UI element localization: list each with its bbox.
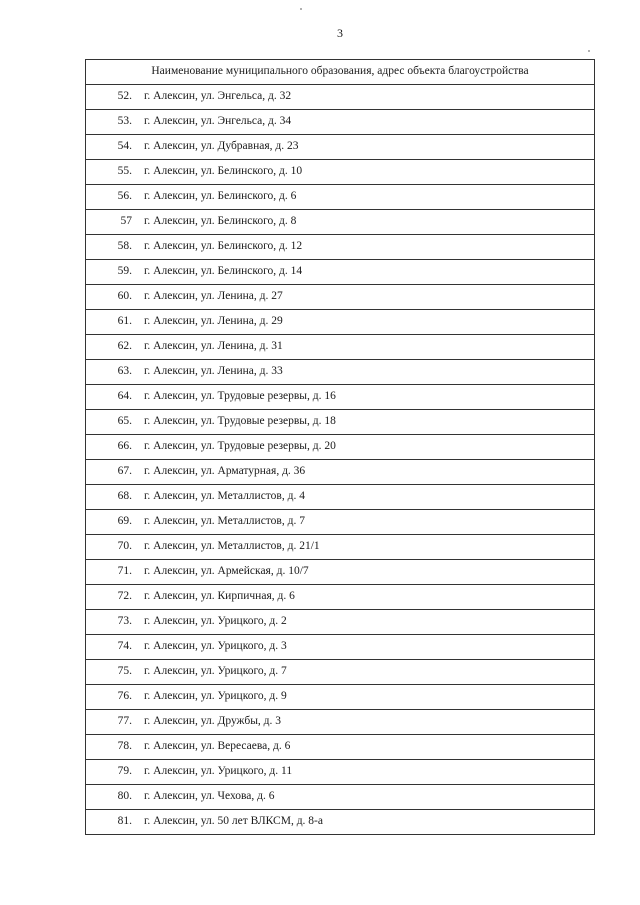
table-row bbox=[86, 785, 595, 810]
row-number: 73. bbox=[117, 615, 132, 628]
row-address: г. Алексин, ул. Арматурная, д. 36 bbox=[144, 465, 306, 478]
row-address: г. Алексин, ул. Трудовые резервы, д. 20 bbox=[144, 440, 336, 453]
table-cell bbox=[86, 760, 595, 785]
table-cell bbox=[86, 635, 595, 660]
row-number: 70. bbox=[117, 540, 132, 553]
table-cell bbox=[86, 185, 595, 210]
row-number: 61. bbox=[117, 315, 132, 328]
address-table bbox=[85, 59, 595, 835]
row-number: 56. bbox=[117, 190, 132, 203]
table-row bbox=[86, 610, 595, 635]
table-row bbox=[86, 560, 595, 585]
row-number: 65. bbox=[117, 415, 132, 428]
row-address: г. Алексин, ул. Белинского, д. 12 bbox=[144, 240, 303, 253]
row-address: г. Алексин, ул. Ленина, д. 29 bbox=[144, 315, 283, 328]
table-cell bbox=[86, 235, 595, 260]
table-row bbox=[86, 460, 595, 485]
table-row bbox=[86, 285, 595, 310]
row-number: 58. bbox=[117, 240, 132, 253]
row-number: 68. bbox=[117, 490, 132, 503]
table-row bbox=[86, 535, 595, 560]
row-number: 53. bbox=[117, 115, 132, 128]
row-number: 72. bbox=[117, 590, 132, 603]
table-header: Наименование муниципального образования, адрес объекта благоустройства bbox=[86, 60, 595, 85]
table-cell bbox=[86, 685, 595, 710]
table-cell bbox=[86, 535, 595, 560]
row-number: 57 bbox=[120, 215, 132, 228]
table-cell bbox=[86, 660, 595, 685]
row-number: 74. bbox=[117, 640, 132, 653]
table-row bbox=[86, 710, 595, 735]
table-row bbox=[86, 685, 595, 710]
row-number: 64. bbox=[117, 390, 132, 403]
row-address: г. Алексин, ул. Металлистов, д. 21/1 bbox=[144, 540, 320, 553]
table-cell bbox=[86, 460, 595, 485]
row-address: г. Алексин, ул. Энгельса, д. 34 bbox=[144, 115, 292, 128]
row-number: 76. bbox=[117, 690, 132, 703]
table-cell bbox=[86, 585, 595, 610]
row-number: 81. bbox=[117, 815, 132, 828]
table-cell bbox=[86, 110, 595, 135]
table-cell bbox=[86, 210, 595, 235]
table-cell bbox=[86, 810, 595, 835]
table-cell bbox=[86, 260, 595, 285]
table-cell bbox=[86, 735, 595, 760]
row-address: г. Алексин, ул. Дубравная, д. 23 bbox=[144, 140, 299, 153]
table-cell bbox=[86, 410, 595, 435]
table-row bbox=[86, 485, 595, 510]
table-row bbox=[86, 310, 595, 335]
row-address: г. Алексин, ул. Урицкого, д. 2 bbox=[144, 615, 287, 628]
row-address: г. Алексин, ул. Дружбы, д. 3 bbox=[144, 715, 282, 728]
row-address: г. Алексин, ул. Вересаева, д. 6 bbox=[144, 740, 291, 753]
row-address: г. Алексин, ул. Ленина, д. 27 bbox=[144, 290, 283, 303]
row-number: 55. bbox=[117, 165, 132, 178]
row-address: г. Алексин, ул. Белинского, д. 10 bbox=[144, 165, 303, 178]
table-cell bbox=[86, 610, 595, 635]
row-address: г. Алексин, ул. Металлистов, д. 4 bbox=[144, 490, 305, 503]
table-row bbox=[86, 260, 595, 285]
row-number: 52. bbox=[117, 90, 132, 103]
row-number: 54. bbox=[117, 140, 132, 153]
row-address: г. Алексин, ул. 50 лет ВЛКСМ, д. 8-а bbox=[144, 815, 323, 828]
table-cell bbox=[86, 560, 595, 585]
table-cell bbox=[86, 485, 595, 510]
row-address: г. Алексин, ул. Трудовые резервы, д. 18 bbox=[144, 415, 336, 428]
row-number: 69. bbox=[117, 515, 132, 528]
table-body bbox=[86, 85, 595, 835]
row-address: г. Алексин, ул. Энгельса, д. 32 bbox=[144, 90, 292, 103]
table-cell bbox=[86, 360, 595, 385]
row-number: 62. bbox=[117, 340, 132, 353]
row-number: 78. bbox=[117, 740, 132, 753]
table-row bbox=[86, 760, 595, 785]
table-cell bbox=[86, 335, 595, 360]
table-row bbox=[86, 660, 595, 685]
row-number: 66. bbox=[117, 440, 132, 453]
row-address: г. Алексин, ул. Урицкого, д. 7 bbox=[144, 665, 287, 678]
table-cell bbox=[86, 710, 595, 735]
row-address: г. Алексин, ул. Ленина, д. 31 bbox=[144, 340, 283, 353]
table-row bbox=[86, 435, 595, 460]
table-cell bbox=[86, 785, 595, 810]
row-address: г. Алексин, ул. Трудовые резервы, д. 16 bbox=[144, 390, 336, 403]
table-row bbox=[86, 510, 595, 535]
table-row bbox=[86, 385, 595, 410]
table-row bbox=[86, 335, 595, 360]
table-cell bbox=[86, 135, 595, 160]
table-row bbox=[86, 360, 595, 385]
row-address: г. Алексин, ул. Армейская, д. 10/7 bbox=[144, 565, 309, 578]
table-row bbox=[86, 235, 595, 260]
row-number: 77. bbox=[117, 715, 132, 728]
table-row bbox=[86, 110, 595, 135]
row-address: г. Алексин, ул. Кирпичная, д. 6 bbox=[144, 590, 295, 603]
table-row bbox=[86, 735, 595, 760]
table-cell bbox=[86, 385, 595, 410]
row-address: г. Алексин, ул. Металлистов, д. 7 bbox=[144, 515, 305, 528]
row-number: 63. bbox=[117, 365, 132, 378]
row-address: г. Алексин, ул. Урицкого, д. 11 bbox=[144, 765, 293, 778]
row-number: 71. bbox=[117, 565, 132, 578]
row-address: г. Алексин, ул. Белинского, д. 8 bbox=[144, 215, 297, 228]
row-address: г. Алексин, ул. Белинского, д. 6 bbox=[144, 190, 297, 203]
table-row bbox=[86, 210, 595, 235]
table-cell bbox=[86, 160, 595, 185]
row-number: 67. bbox=[117, 465, 132, 478]
table-cell bbox=[86, 435, 595, 460]
row-address: г. Алексин, ул. Чехова, д. 6 bbox=[144, 790, 275, 803]
table-row bbox=[86, 810, 595, 835]
table-row bbox=[86, 185, 595, 210]
table-cell bbox=[86, 85, 595, 110]
table-row bbox=[86, 585, 595, 610]
row-address: г. Алексин, ул. Урицкого, д. 3 bbox=[144, 640, 287, 653]
table-row bbox=[86, 410, 595, 435]
row-number: 59. bbox=[117, 265, 132, 278]
row-address: г. Алексин, ул. Урицкого, д. 9 bbox=[144, 690, 287, 703]
row-address: г. Алексин, ул. Белинского, д. 14 bbox=[144, 265, 303, 278]
table-row bbox=[86, 85, 595, 110]
scan-speck bbox=[588, 50, 590, 52]
row-number: 80. bbox=[117, 790, 132, 803]
table-row bbox=[86, 135, 595, 160]
table-row bbox=[86, 160, 595, 185]
table-cell bbox=[86, 285, 595, 310]
table-header-row bbox=[86, 60, 595, 85]
row-number: 79. bbox=[117, 765, 132, 778]
page-number: 3 bbox=[337, 26, 343, 40]
row-number: 75. bbox=[117, 665, 132, 678]
scan-speck bbox=[300, 8, 302, 10]
row-number: 60. bbox=[117, 290, 132, 303]
row-address: г. Алексин, ул. Ленина, д. 33 bbox=[144, 365, 283, 378]
table-cell bbox=[86, 510, 595, 535]
table-row bbox=[86, 635, 595, 660]
table-cell bbox=[86, 310, 595, 335]
